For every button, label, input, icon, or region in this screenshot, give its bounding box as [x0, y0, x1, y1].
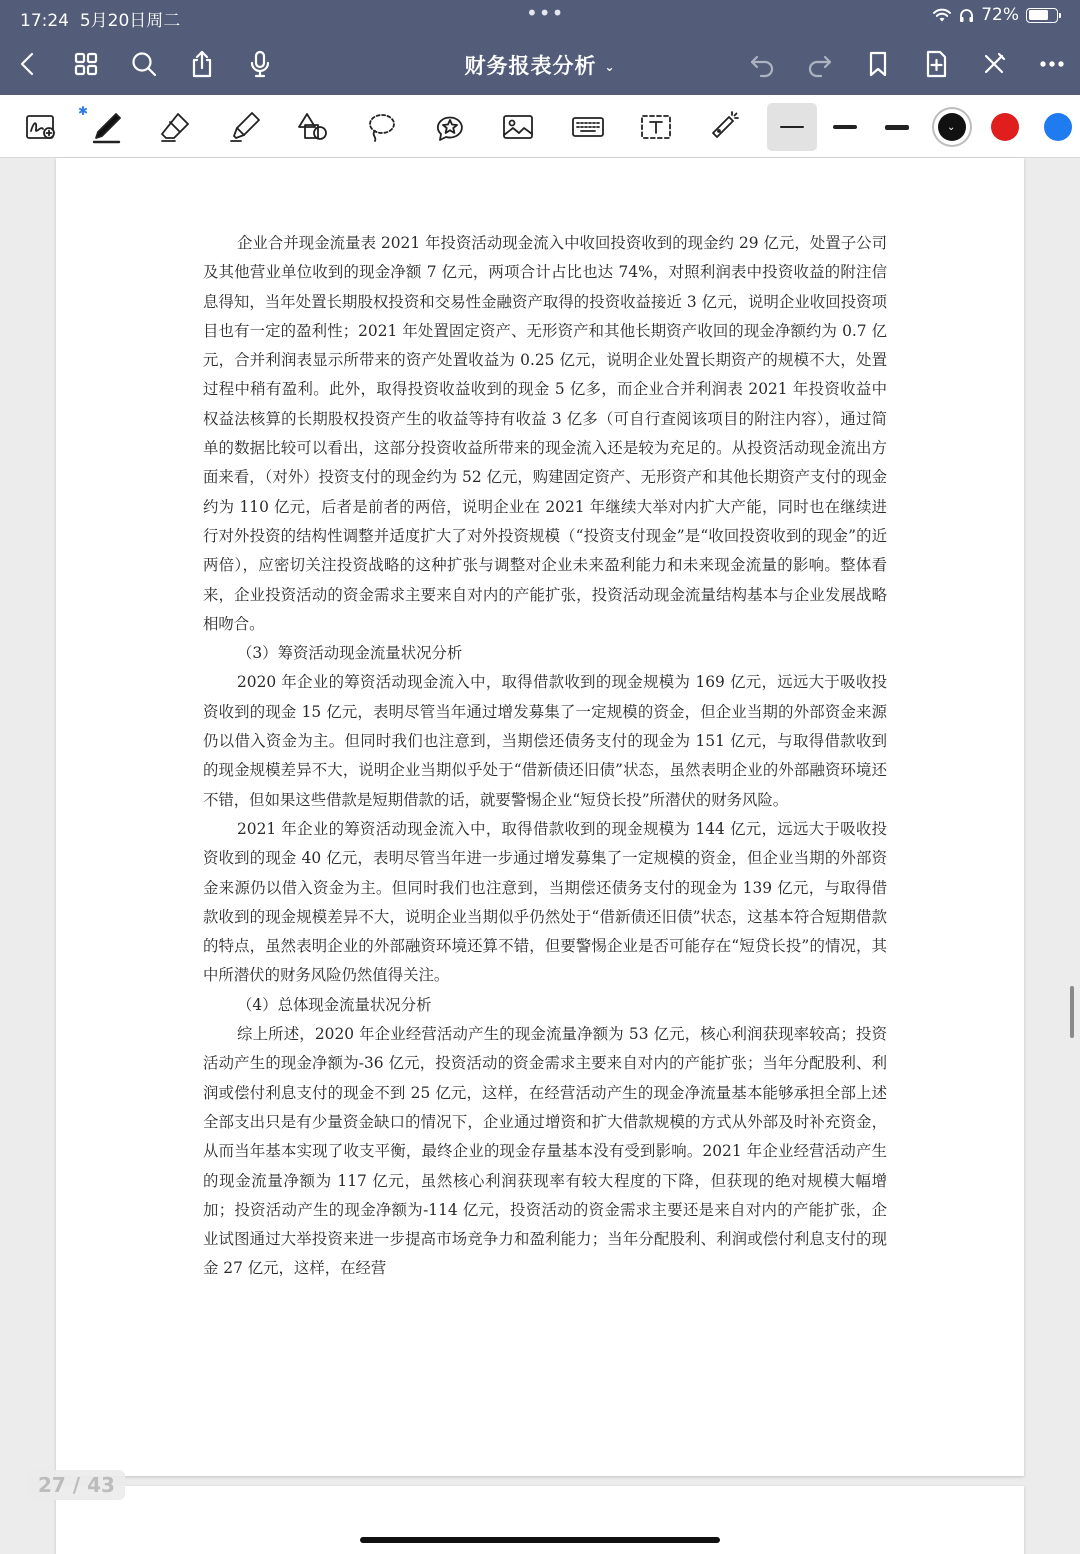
more-icon	[1037, 49, 1067, 79]
headphones-icon	[959, 8, 974, 23]
multitasking-dots-icon[interactable]: •••	[526, 1, 565, 25]
paragraph: 2021 年企业的筹资活动现金流入中，取得借款收到的现金规模为 144 亿元，远远大于吸收投资收到的现金 40 亿元，表明尽管当年进一步通过增发募集了一定规模的资金，但企业当期的外部资金来源仍以借入资金为主。但同时我们也注意到，当期偿还债务支付的现金为 139 亿元，与取得借款收到的现金规模差异不大，说明企业当期似乎仍然处于“借新债还旧债”状态，这基本符合短期借款的特点，虽然表明企业的外部融资环境还算不错，但要警惕企业是否可能存在“短贷长投”的情况，其中所潜伏的财务风险仍然值得关注。	[203, 819, 887, 985]
lasso-tool-button[interactable]	[358, 105, 404, 149]
keyboard-tool-button[interactable]	[565, 105, 611, 149]
undo-icon	[747, 49, 777, 79]
paragraph: 2020 年企业的筹资活动现金流入中，取得借款收到的现金规模为 169 亿元，远远大于吸收投资收到的现金 15 亿元，表明尽管当年通过增发募集了一定规模的资金，但企业当期的外部资金来源仍以借入资金为主。但同时我们也注意到，当期偿还债务支付的现金为 151 亿元，与取得借款收到的现金规模差异不大，说明企业当期似乎处于“借新债还旧债”状态，虽然表明企业的外部融资环境还不错，但如果这些借款是短期借款的话，就要警惕企业“短贷长投”所潜伏的财务风险。	[203, 673, 887, 809]
add-page-icon	[921, 49, 951, 79]
redo-icon	[805, 49, 835, 79]
eraser-tool-button[interactable]	[152, 105, 198, 149]
more-button[interactable]	[1032, 44, 1072, 84]
laser-pointer-button[interactable]	[700, 105, 746, 149]
next-document-page[interactable]	[56, 1486, 1024, 1554]
color-blue-swatch[interactable]	[1044, 113, 1072, 141]
bluetooth-icon: ✱	[78, 104, 89, 118]
close-toolbar-button[interactable]	[974, 44, 1014, 84]
page-indicator: 27 / 43	[28, 1470, 125, 1500]
bookmark-icon	[863, 49, 893, 79]
image-icon	[500, 109, 536, 145]
signature-icon	[23, 109, 59, 145]
stroke-width-thin[interactable]	[767, 103, 817, 151]
section-heading: （3）筹资活动现金流量状况分析	[237, 644, 463, 663]
navigation-bar	[0, 32, 1080, 95]
highlighter-tool-button[interactable]	[222, 105, 268, 149]
status-time: 17:24 5月20日周二	[20, 11, 181, 31]
lasso-icon	[363, 109, 399, 145]
sticker-icon	[432, 109, 468, 145]
markup-tool-button[interactable]	[18, 105, 64, 149]
pen-close-icon	[979, 49, 1009, 79]
scrollbar-handle[interactable]	[1070, 986, 1074, 1038]
color-red-swatch[interactable]	[991, 113, 1019, 141]
text-box-icon	[638, 109, 674, 145]
eraser-icon	[157, 109, 193, 145]
paragraph: 综上所述，2020 年企业经营活动产生的现金流量净额为 53 亿元，核心利润获现率较高；投资活动产生的现金净额为-36 亿元，投资活动的资金需求主要来自对内的产能扩张；当年分配股利、利润或偿付利息支付的现金不到 25 亿元，这样，在经营活动产生的现金净流量基本能够承担全部上述全部支出只是有少量资金缺口的情况下，企业通过增资和扩大借款规模的方式从外部及时补充资金，从而当年基本实现了收支平衡，最终企业的现金存量基本没有受到影响。2021 年企业经营活动产生的现金流量净额为 117 亿元，虽然核心利润获现率有较大程度的下降，但获现的绝对规模大幅增加；投资活动产生的现金净额为-114 亿元，投资活动的资金需求主要还是来自对内的产能扩张，企业试图通过大举投资来进一步提高市场竞争力和盈利能力；当年分配股利、利润或偿付利息支付的现金 27 亿元，这样，在经营	[203, 1025, 887, 1278]
laser-pointer-icon	[705, 109, 741, 145]
chevron-down-icon: ⌄	[947, 122, 956, 133]
paragraph: 企业合并现金流量表 2021 年投资活动现金流入中收回投资收到的现金约 29 亿元，处置子公司及其他营业单位收到的现金净额 7 亿元，两项合计占比也达 74%，对照利润表中投资收益的附注信息得知，当年处置长期股权投资和交易性金融资产取得的投资收益接近 3 亿元，说明企业收回投资项目也有一定的盈利性；2021 年处置固定资产、无形资产和其他长期资产收回的现金净额约为 0.7 亿元，合并利润表显示所带来的资产处置收益为 0.25 亿元，说明企业处置长期资产的规模不大，处置过程中稍有盈利。此外，取得投资收益收到的现金 5 亿多，而企业合并利润表 2021 年投资收益中权益法核算的长期股权投资产生的收益等持有收益 3 亿多（可自行查阅该项目的附注内容），通过简单的数据比较可以看出，这部分投资收益所带来的现金流入还是较为充足的。从投资活动现金流出方面来看，（对外）投资支付的现金约为 52 亿元，购建固定资产、无形资产和其他长期资产支付的现金约为 110 亿元，后者是前者的两倍，说明企业在 2021 年继续大举对内扩大产能，同时也在继续进行对外投资的结构性调整并适度扩大了对外投资规模（“投资支付现金”是“收回投资收到的现金”的近两倍），应密切关注投资战略的这种扩张与调整对企业未来盈利能力和未来现金流量的影响。整体看来，企业投资活动的资金需求主要来自对内的产能扩张，投资活动现金流量结构基本与企业发展战略相吻合。	[203, 234, 887, 633]
status-bar	[0, 0, 1080, 32]
highlighter-icon	[227, 109, 263, 145]
document-title: 财务报表分析	[464, 54, 597, 78]
undo-button[interactable]	[742, 44, 782, 84]
battery-percent: 72%	[981, 5, 1019, 25]
status-date: 5月20日周二	[79, 11, 181, 31]
add-page-button[interactable]	[916, 44, 956, 84]
section-heading: （4）总体现金流量状况分析	[237, 995, 432, 1014]
battery-icon	[1026, 8, 1058, 23]
keyboard-icon	[570, 109, 606, 145]
thin-line-icon	[780, 126, 804, 129]
shapes-icon	[295, 109, 331, 145]
redo-button[interactable]	[800, 44, 840, 84]
thick-line-icon	[885, 125, 909, 130]
medium-line-icon	[833, 125, 857, 129]
bookmark-button[interactable]	[858, 44, 898, 84]
wifi-icon	[932, 7, 952, 23]
image-tool-button[interactable]	[495, 105, 541, 149]
text-tool-button[interactable]	[633, 105, 679, 149]
color-black-swatch[interactable]	[938, 113, 966, 141]
status-right	[932, 5, 1058, 25]
home-indicator[interactable]	[360, 1537, 720, 1543]
sticker-tool-button[interactable]	[427, 105, 473, 149]
chevron-down-icon: ⌄	[604, 60, 616, 74]
stroke-width-medium[interactable]	[822, 105, 868, 149]
stroke-width-thick[interactable]	[874, 105, 920, 149]
pen-icon	[89, 109, 125, 145]
shapes-tool-button[interactable]	[290, 105, 336, 149]
document-page[interactable]	[56, 158, 1024, 1476]
pen-tool-button[interactable]	[84, 105, 130, 149]
page-text	[203, 229, 887, 1284]
